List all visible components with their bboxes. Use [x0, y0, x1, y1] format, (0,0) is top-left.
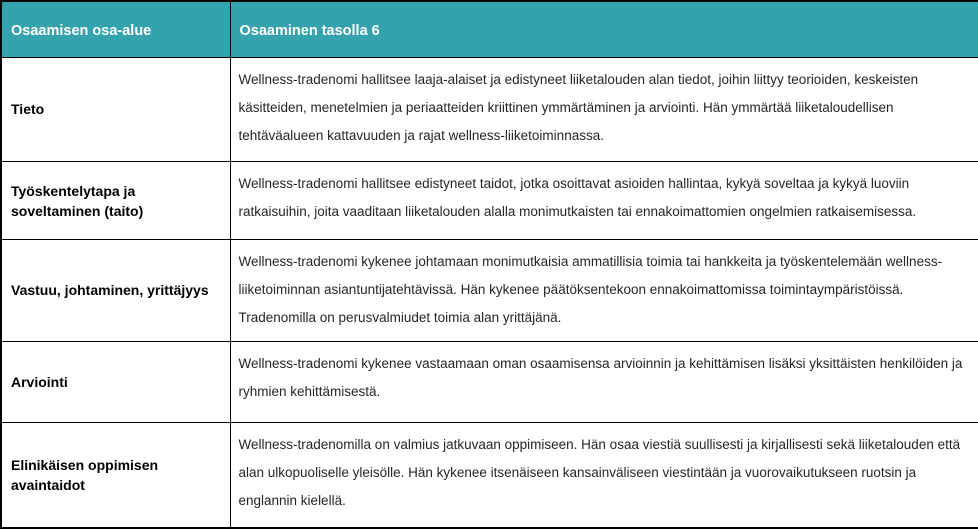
header-cell-osaamisen-osa-alue: Osaamisen osa-alue [1, 1, 230, 57]
description-cell: Wellness-tradenomi hallitsee laaja-alaiset ja edistyneet liiketalouden alan tiedot, joihin liittyy teorioiden, keskeisten käsitteiden, menetelmien ja periaatteiden kriittinen ymmärtäminen ja arviointi. Hän ymmärtää liiketaloudellisen tehtäväalueen kattavuuden ja rajat wellness-liiketoiminnassa. [230, 57, 978, 161]
table-row [1, 240, 978, 341]
area-cell-tieto: Tieto [1, 57, 230, 161]
description-cell: Wellness-tradenomi kykenee johtamaan monimutkaisia ammatillisia toimia tai hankkeita ja työskentelemään wellness-liiketoiminnan asiantuntijatehtävissä. Hän kykenee päätöksentekoon ennakoimattomissa toimintaympäristöissä. Tradenomilla on perusvalmiudet toimia alan yrittäjänä. [230, 240, 978, 341]
table-row [1, 423, 978, 528]
header-cell-osaaminen-tasolla-6: Osaaminen tasolla 6 [230, 1, 978, 57]
table-header-row [1, 1, 978, 57]
area-cell-vastuu-johtaminen: Vastuu, johtaminen, yrittäjyys [1, 240, 230, 341]
area-cell-tyoskentelytapa: Työskentelytapa ja soveltaminen (taito) [1, 161, 230, 239]
area-cell-elinikainen-oppiminen: Elinikäisen oppimisen avaintaidot [1, 423, 230, 528]
description-cell: Wellness-tradenomi kykenee vastaamaan oman osaamisensa arvioinnin ja kehittämisen lisäksi yksittäisten henkilöiden ja ryhmien kehittämisestä. [230, 341, 978, 422]
description-cell: Wellness-tradenomilla on valmius jatkuvaan oppimiseen. Hän osaa viestiä suullisesti ja kirjallisesti sekä liiketalouden että alan ulkopuoliselle yleisölle. Hän kykenee itsenäiseen kansainväliseen viestintään ja vuorovaikutukseen ruotsin ja englannin kielellä. [230, 423, 978, 528]
area-cell-arviointi: Arviointi [1, 341, 230, 422]
table-row [1, 341, 978, 422]
table-row [1, 161, 978, 239]
description-cell: Wellness-tradenomi hallitsee edistyneet taidot, jotka osoittavat asioiden hallintaa, kykyä soveltaa ja kykyä luoviin ratkaisuihin, joita vaaditaan liiketalouden alalla monimutkaisten tai ennakoimattomien ongelmien ratkaisemisessa. [230, 161, 978, 239]
table-row [1, 57, 978, 161]
